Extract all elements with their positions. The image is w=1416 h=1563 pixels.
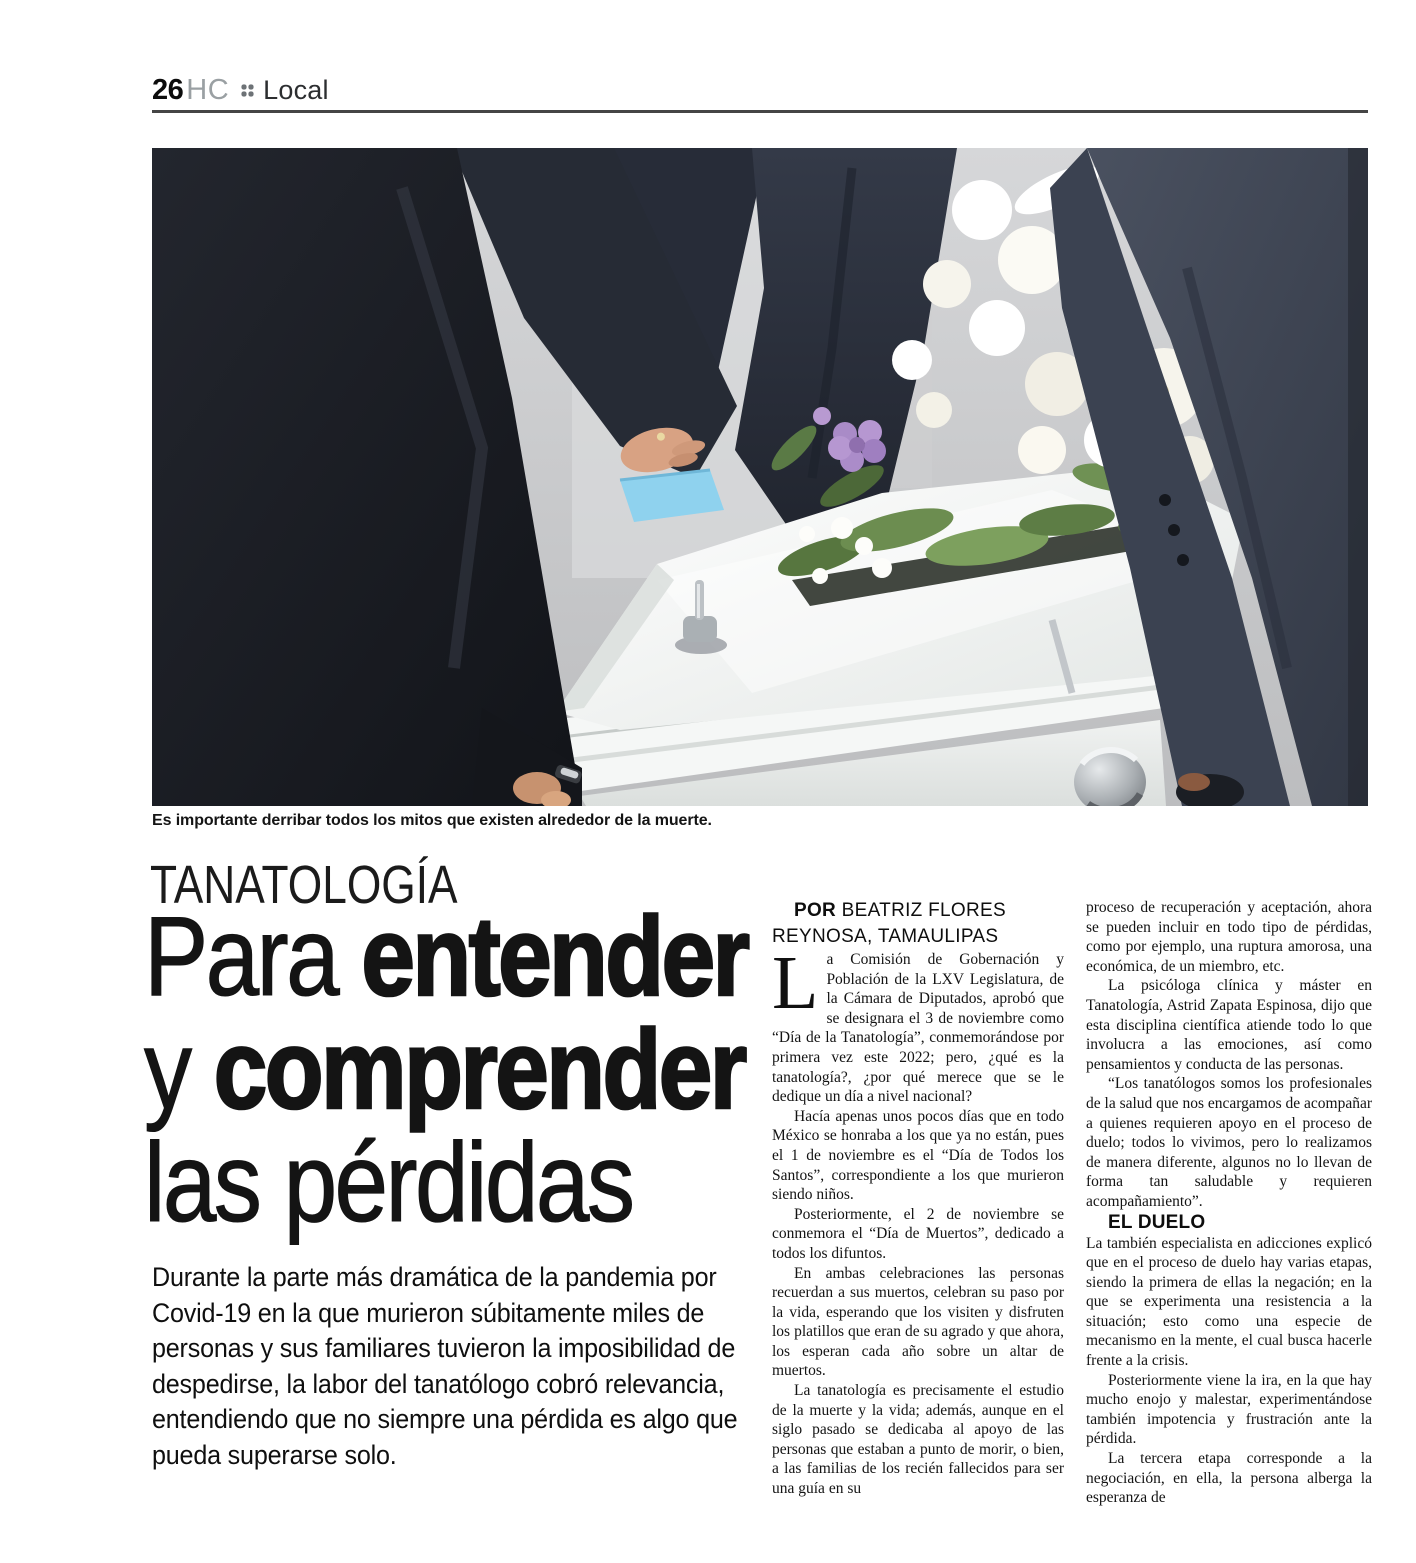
brand-logo: HC — [186, 74, 230, 106]
body-paragraph: La tanatología es precisamente el estudio de la muerte y la vida; además, aunque en el siglo pasado se dedicaba al apoyo de las personas que estaban a punto de morir, o bien, a las familias de los recién fallecidos para ser una guía en su — [772, 1382, 1064, 1498]
masthead-rule — [152, 110, 1368, 113]
body-paragraph: La también especialista en adicciones explicó que en el proceso de duelo hay varias etapas, siendo la primera de ellas la negación; en la que se experimenta una resistencia a la situación; esto como una especie de mecanismo en la mente, el cual busca hacerle frente a la crisis. — [1086, 1234, 1372, 1370]
byline-label: POR — [794, 900, 842, 921]
headline-line-1: Para entender — [144, 894, 748, 1019]
drop-cap: L — [772, 941, 819, 1025]
body-paragraph: En ambas celebraciones las personas recuerdan a sus muertos, celebran su paso por la vida, esperando que los visiten y disfruten los platillos que eran de su agrado y que ahora, los esperan cada año sobre un altar de muertos. — [772, 1264, 1064, 1380]
body-column-1 — [772, 898, 1064, 1499]
body-paragraph: La tercera etapa corresponde a la negociación, en ella, la persona alberga la esperanza de — [1086, 1450, 1372, 1507]
masthead — [152, 74, 1368, 107]
article-lede: Durante la parte más dramática de la pandemia por Covid-19 en la que murieron súbitamente miles de personas y sus familiares tuvieron la imposibilidad de despedirse, la labor del tanatólogo cobró relevancia, entendiendo que no siempre una pérdida es algo que pueda superarse solo. — [152, 1262, 738, 1470]
byline-location: REYNOSA, TAMAULIPAS — [772, 926, 999, 947]
article-headline — [144, 894, 748, 1245]
photo-caption: Es importante derribar todos los mitos que existen alrededor de la muerte. — [152, 812, 712, 829]
section-subhead: EL DUELO — [1108, 1211, 1206, 1233]
body-paragraph: Hacía apenas unos pocos días que en todo México se honraba a los que ya no están, pues el 1 de noviembre es el “Día de Todos los Santos”, correspondiente a los que murieron siendo niños. — [772, 1107, 1064, 1204]
article-kicker: TANATOLOGÍA — [150, 855, 458, 915]
body-column-2 — [1086, 898, 1372, 1508]
body-paragraph: La psicóloga clínica y máster en Tanatología, Astrid Zapata Espinosa, dijo que esta disciplina científica atiende todo lo que involucra a las emociones, así como pensamientos y conducta de las personas. — [1086, 977, 1372, 1073]
four-dots-icon — [241, 84, 254, 97]
body-paragraph: proceso de recuperación y aceptación, ahora se pueden incluir en todo tipo de pérdidas, como por ejemplo, una ruptura amorosa, una económica, de un miembro, etc. — [1086, 899, 1372, 975]
section-label: Local — [263, 75, 329, 105]
byline-author: BEATRIZ FLORES — [841, 900, 1006, 921]
body-paragraph: Posteriormente, el 2 de noviembre se conmemora el “Día de Muertos”, dedicado a todos los difuntos. — [772, 1205, 1064, 1262]
funeral-photo-illustration — [152, 148, 1368, 806]
body-paragraph: La Comisión de Gobernación y Población de la LXV Legislatura, de la Cámara de Diputados, aprobó que se designara el 3 de noviembre como “Día de la Tanatología”, conmemorándose por primera vez este 2022; pero, ¿qué es la tanatología?, ¿por qué merece que se le dedique un día a nivel nacional? — [772, 941, 1064, 1106]
headline-line-3: las pérdidas — [144, 1120, 633, 1245]
byline — [772, 898, 1064, 950]
page-number: 26 — [152, 74, 184, 106]
funeral-photo — [152, 148, 1368, 806]
body-paragraph: “Los tanatólogos somos los profesionales de la salud que nos encargamos de acompañar a quienes requieren apoyo en el proceso de duelo; todos lo vivimos, pero lo realizamos de manera diferente, algunos no lo llevan de forma tan saludable y requieren acompañamiento”. — [1086, 1075, 1372, 1210]
body-paragraph: Posteriormente viene la ira, en la que hay mucho enojo y malestar, experimentándose también impotencia y frustración ante la pérdida. — [1086, 1371, 1372, 1448]
headline-line-2: y comprender — [144, 1007, 745, 1132]
